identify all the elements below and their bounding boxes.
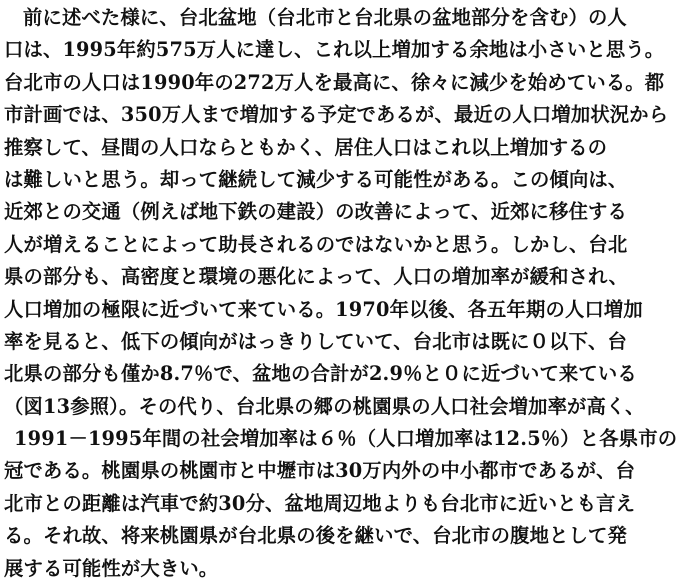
text-line: 市計画では、350万人まで増加する予定であるが、最近の人口増加状況から: [4, 103, 669, 127]
body-paragraph: [4, 2, 677, 585]
text-line: 北市との距離は汽車で約30分、盆地周辺地よりも台北市に近いとも言え: [4, 491, 636, 515]
text-line: 人が増えることによって助長されるのではないかと思う。しかし、台北: [4, 232, 628, 256]
text-line: 人口増加の極限に近づいて来ている。1970年以後、各五年期の人口増加: [4, 297, 643, 321]
text-line: る。それ故、将来桃園県が台北県の後を継いで、台北市の腹地として発: [4, 524, 628, 548]
text-line: 1991－1995年間の社会増加率は６％（人口増加率は12.5％）と各県市の: [14, 427, 677, 451]
text-line: 率を見ると、低下の傾向がはっきりしていて、台北市は既に０以下、台: [4, 329, 628, 353]
text-line: は難しいと思う。却って継続して減少する可能性がある。この傾向は、: [4, 167, 628, 191]
text-line: 前に述べた様に、台北盆地（台北市と台北県の盆地部分を含む）の人: [23, 6, 627, 29]
text-line: 県の部分も、高密度と環境の悪化によって、人口の増加率が緩和され、: [4, 265, 629, 289]
text-line: 近郊との交通（例えば地下鉄の建設）の改善によって、近郊に移住する: [4, 200, 628, 224]
text-line: 口は、1995年約575万人に達し、これ以上増加する余地は小さいと思う。: [4, 38, 665, 62]
text-line: 展する可能性が大きい。: [4, 556, 219, 580]
text-line: 推察して、昼間の人口ならともかく、居住人口はこれ以上増加するの: [4, 135, 608, 159]
text-line: 北県の部分も僅か8.7％で、盆地の合計が2.9％と０に近づいて来ている: [4, 362, 637, 386]
text-line: （図13参照）。その代り、台北県の郷の桃園県の人口社会増加率が高く、: [4, 394, 645, 418]
text-line: 冠である。桃園県の桃園市と中壢市は30万内外の中小都市であるが、台: [4, 459, 636, 483]
text-line: 台北市の人口は1990年の272万人を最高に、徐々に減少を始めている。都: [4, 70, 665, 94]
